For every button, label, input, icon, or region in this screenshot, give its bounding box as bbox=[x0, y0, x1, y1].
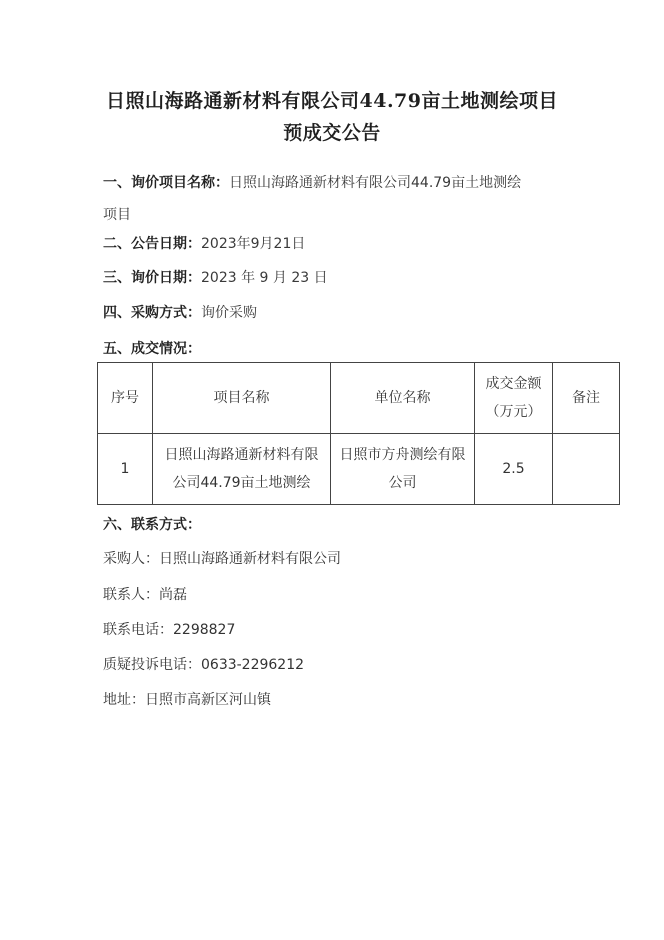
purchase-method-label: 四、采购方式： bbox=[103, 305, 201, 321]
table-header-row bbox=[98, 363, 620, 434]
header-unit: 单位名称 bbox=[331, 363, 475, 434]
inquiry-project-line bbox=[103, 172, 521, 192]
cell-unit-line1: 日照市方舟测绘有限 bbox=[339, 447, 466, 463]
inquiry-date-line bbox=[103, 267, 328, 287]
contact-header-line bbox=[103, 514, 201, 534]
header-amount-line2: （万元） bbox=[485, 404, 542, 420]
purchase-method-line bbox=[103, 302, 257, 322]
purchase-method-value: 询价采购 bbox=[201, 305, 257, 321]
contact-label: 六、联系方式： bbox=[103, 517, 201, 533]
header-amount bbox=[475, 363, 553, 434]
complaint-phone-line: 质疑投诉电话：0633-2296212 bbox=[103, 657, 305, 673]
inquiry-project-value-cont: 项目 bbox=[103, 207, 131, 223]
table-row bbox=[98, 434, 620, 505]
deal-info-label: 五、成交情况： bbox=[103, 341, 201, 357]
cell-no: 1 bbox=[98, 434, 153, 505]
deal-table bbox=[97, 362, 620, 505]
page-title: 日照山海路通新材料有限公司44.79亩土地测绘项目 bbox=[106, 90, 558, 112]
cell-remark bbox=[553, 434, 620, 505]
announce-date-value: 2023年9月21日 bbox=[201, 236, 306, 252]
inquiry-project-continued bbox=[103, 204, 131, 224]
buyer-line: 采购人：日照山海路通新材料有限公司 bbox=[103, 551, 341, 567]
announce-date-line bbox=[103, 233, 305, 253]
cell-unit bbox=[331, 434, 475, 505]
cell-project-line2: 公司44.79亩土地测绘 bbox=[172, 475, 311, 491]
inquiry-date-label: 三、询价日期： bbox=[103, 270, 201, 286]
address-line: 地址：日照市高新区河山镇 bbox=[103, 692, 271, 708]
header-no: 序号 bbox=[98, 363, 153, 434]
inquiry-date-value: 2023 年 9 月 23 日 bbox=[201, 270, 328, 286]
announce-date-label: 二、公告日期： bbox=[103, 236, 201, 252]
cell-project bbox=[153, 434, 331, 505]
deal-info-line bbox=[103, 338, 201, 358]
cell-amount: 2.5 bbox=[475, 434, 553, 505]
inquiry-project-value: 日照山海路通新材料有限公司44.79亩土地测绘 bbox=[229, 175, 522, 191]
contact-person-line: 联系人：尚磊 bbox=[103, 587, 187, 603]
cell-project-line1: 日照山海路通新材料有限 bbox=[164, 447, 319, 463]
inquiry-project-label: 一、询价项目名称： bbox=[103, 175, 229, 191]
cell-unit-line2: 公司 bbox=[388, 475, 417, 491]
header-project: 项目名称 bbox=[153, 363, 331, 434]
contact-phone-line: 联系电话：2298827 bbox=[103, 622, 236, 638]
header-remark: 备注 bbox=[553, 363, 620, 434]
page-subtitle: 预成交公告 bbox=[283, 122, 381, 144]
header-amount-line1: 成交金额 bbox=[485, 376, 542, 392]
